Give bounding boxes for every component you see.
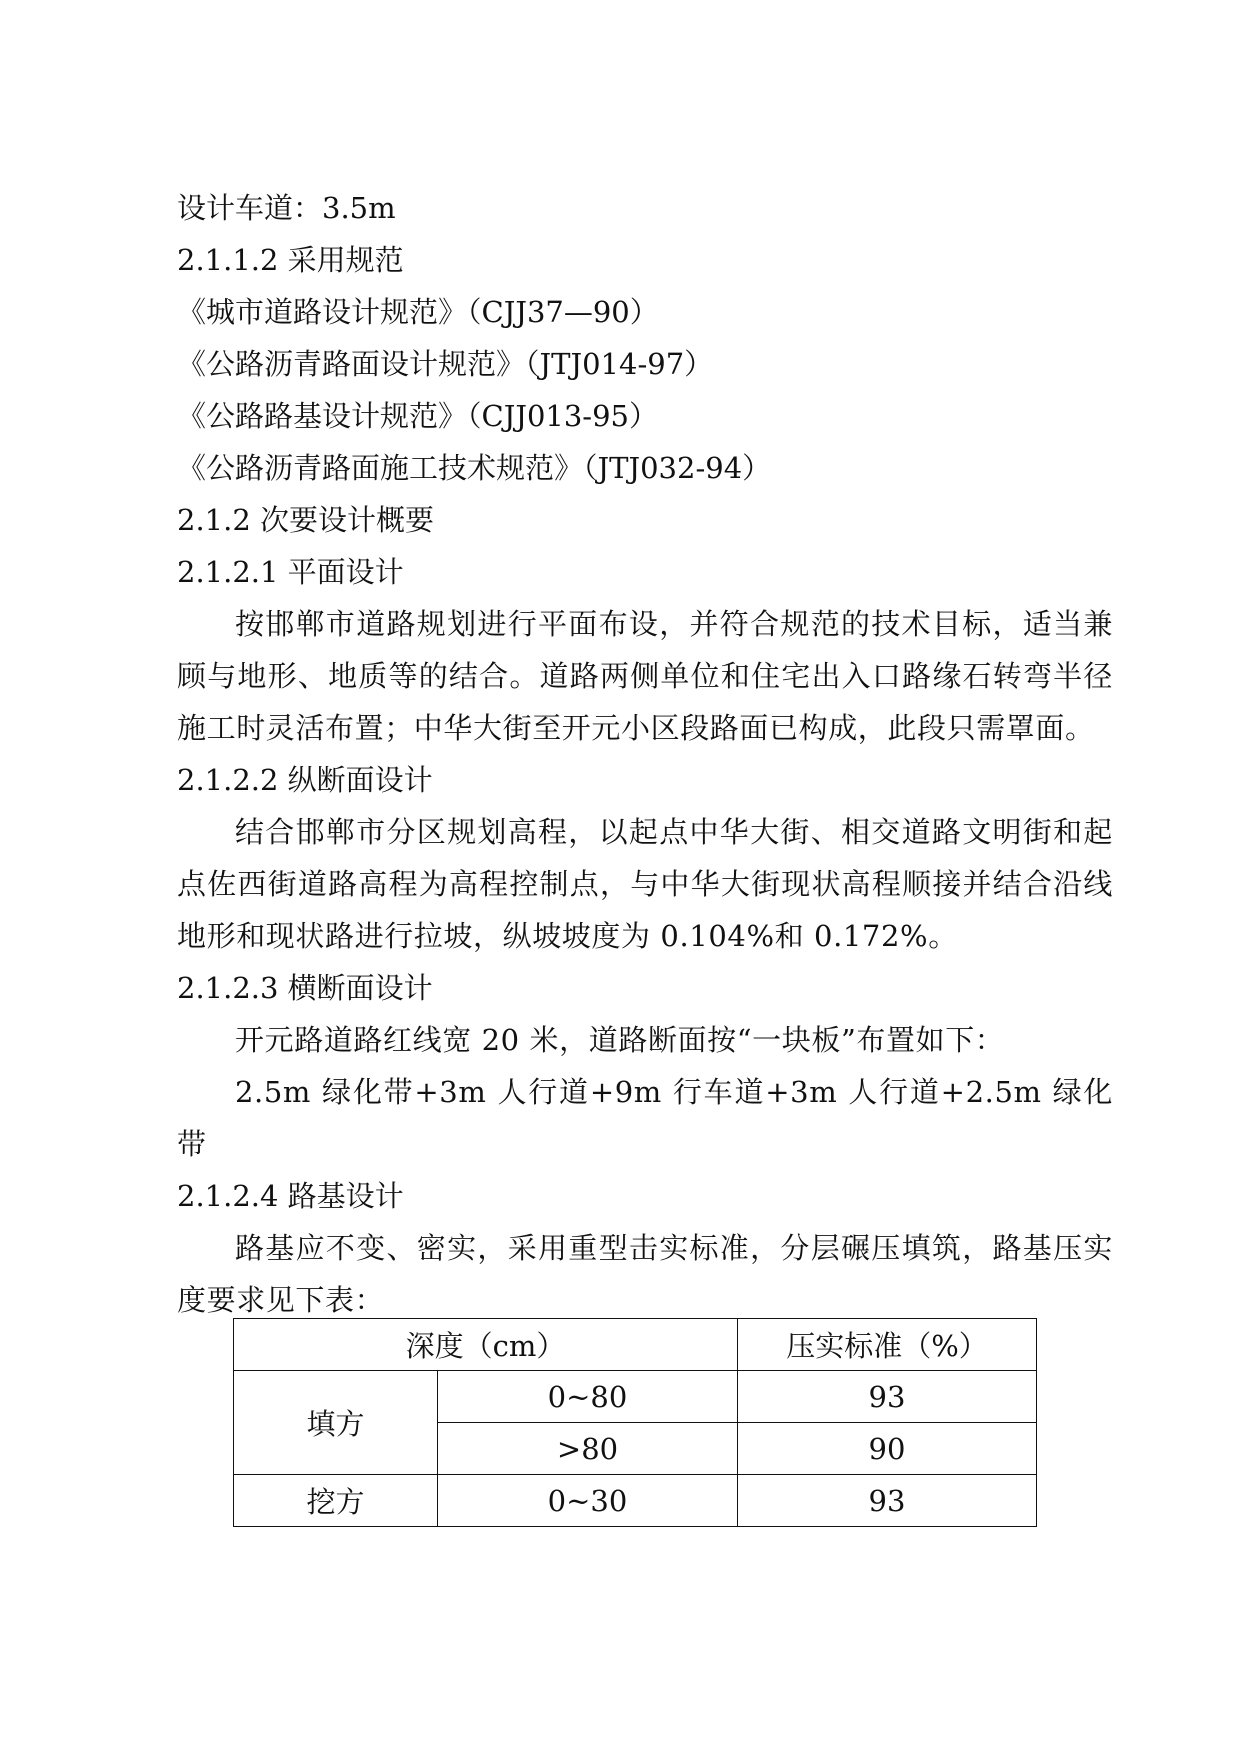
depth-cell: 0~80 bbox=[438, 1371, 738, 1423]
table-row bbox=[234, 1371, 1037, 1423]
standard-item-4: 《公路沥青路面施工技术规范》（JTJ032-94） bbox=[177, 451, 772, 485]
standard-cell: 93 bbox=[738, 1371, 1037, 1423]
cross-section-paragraph-1: 开元路道路红线宽 20 米，道路断面按“一块板”布置如下： bbox=[235, 1023, 1005, 1057]
fill-label-cell: 填方 bbox=[234, 1371, 438, 1475]
header-standard-cell: 压实标准（%） bbox=[738, 1319, 1037, 1371]
section-heading-2-1-2-4: 2.1.2.4 路基设计 bbox=[177, 1179, 404, 1213]
table-header-row bbox=[234, 1319, 1037, 1371]
section-heading-2-1-2-2: 2.1.2.2 纵断面设计 bbox=[177, 763, 433, 797]
table-row bbox=[234, 1475, 1037, 1527]
profile-design-paragraph: 结合邯郸市分区规划高程，以起点中华大街、相交道路文明街和起点佐西街道路高程为高程控制点，与中华大街现状高程顺接并结合沿线地形和现状路进行拉坡，纵坡坡度为 0.104%和 0.172%。 bbox=[177, 815, 1113, 953]
header-depth-cell: 深度（cm） bbox=[234, 1319, 738, 1371]
standard-item-3: 《公路路基设计规范》（CJJ013-95） bbox=[177, 399, 658, 433]
design-lane-line: 设计车道：3.5m bbox=[177, 191, 396, 225]
standard-cell: 90 bbox=[738, 1423, 1037, 1475]
section-heading-2-1-2-1: 2.1.2.1 平面设计 bbox=[177, 555, 404, 589]
subgrade-paragraph: 路基应不变、密实，采用重型击实标准，分层碾压填筑，路基压实度要求见下表： bbox=[177, 1231, 1113, 1317]
standard-item-1: 《城市道路设计规范》（CJJ37—90） bbox=[177, 295, 659, 329]
standard-item-2: 《公路沥青路面设计规范》（JTJ014-97） bbox=[177, 347, 714, 381]
depth-cell: >80 bbox=[438, 1423, 738, 1475]
section-heading-2-1-2-3: 2.1.2.3 横断面设计 bbox=[177, 971, 433, 1005]
section-heading-2-1-1-2: 2.1.1.2 采用规范 bbox=[177, 243, 404, 277]
plane-design-paragraph: 按邯郸市道路规划进行平面布设，并符合规范的技术目标，适当兼顾与地形、地质等的结合。道路两侧单位和住宅出入口路缘石转弯半径施工时灵活布置；中华大街至开元小区段路面已构成，此段只需罩面。 bbox=[177, 607, 1113, 745]
depth-cell: 0~30 bbox=[438, 1475, 738, 1527]
cut-label-cell: 挖方 bbox=[234, 1475, 438, 1527]
document-body bbox=[177, 182, 1113, 1326]
section-heading-2-1-2: 2.1.2 次要设计概要 bbox=[177, 503, 435, 537]
cross-section-paragraph-2: 2.5m 绿化带+3m 人行道+9m 行车道+3m 人行道+2.5m 绿化带 bbox=[177, 1075, 1113, 1161]
compaction-table-wrapper bbox=[233, 1318, 1036, 1527]
compaction-table bbox=[233, 1318, 1037, 1527]
standard-cell: 93 bbox=[738, 1475, 1037, 1527]
